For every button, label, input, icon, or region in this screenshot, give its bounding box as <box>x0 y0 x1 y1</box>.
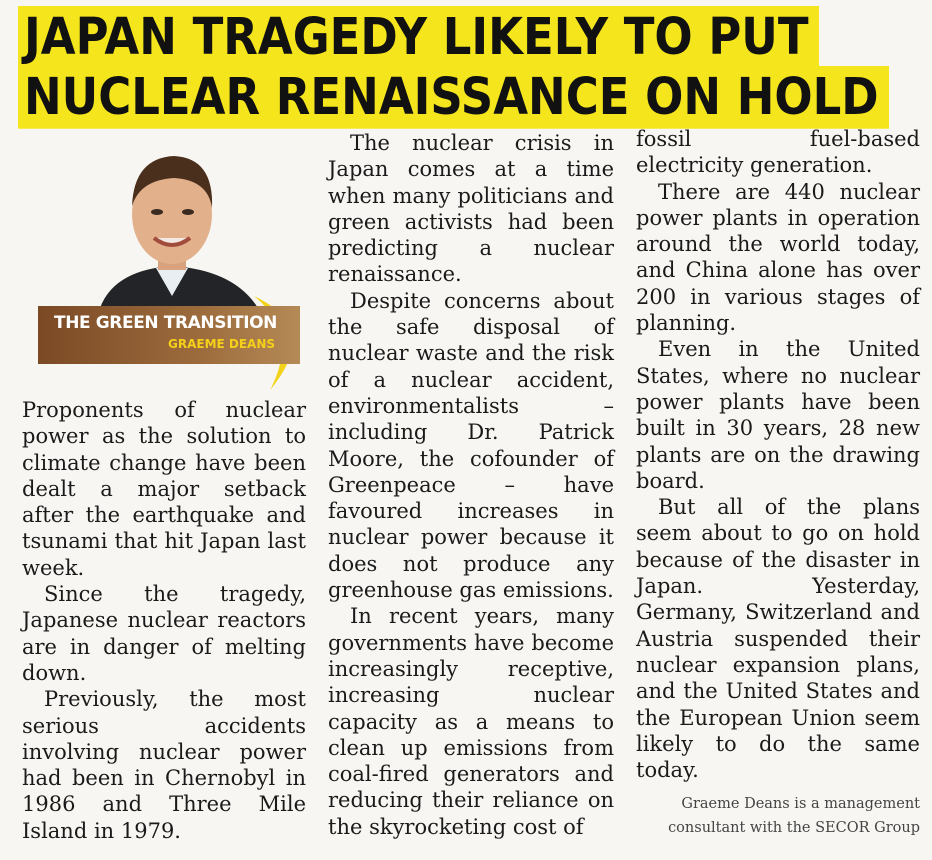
column-banner-title: THE GREEN TRANSITION <box>54 313 278 333</box>
right-eye-shape <box>182 209 194 215</box>
article-paragraph: The nuclear crisis in Japan comes at a time when many politicians and green activists had been predicting a nuclear renaissance. <box>328 131 614 287</box>
article-paragraph: Proponents of nuclear power as the solution to climate change have been dealt a major setback after the earthquake and tsunami that hit Japan last week. <box>22 398 306 580</box>
article-column-1 <box>22 397 306 844</box>
article-column-3 <box>636 126 920 783</box>
article-paragraph: Since the tragedy, Japanese nuclear reactors are in danger of melting down. <box>22 582 306 685</box>
left-eye-shape <box>151 209 163 215</box>
article-column-2 <box>328 130 614 840</box>
author-credit: Graeme Deans is a management consultant with the SECOR Group <box>668 796 920 836</box>
article-paragraph: Despite concerns about the safe disposal of nuclear waste and the risk of a nuclear accident, environmentalists – including Dr. Patrick Moore, the cofounder of Greenpeace – have favoured increases in nuclear power because it does not produce any greenhouse gas emissions. <box>328 288 614 603</box>
headline <box>18 6 918 126</box>
article-paragraph: fossil fuel-based electricity generation. <box>636 127 920 178</box>
article-paragraph: But all of the plans seem about to go on hold because of the disaster in Japan. Yesterday, Germany, Switzerland and Austria suspended their nuclear expansion plans, and the United States and the European Union seem likely to do the same today. <box>636 495 920 783</box>
headline-line-2: NUCLEAR RENAISSANCE ON HOLD <box>18 66 889 129</box>
article-paragraph: There are 440 nuclear power plants in operation around the world today, and China alone has over 200 in various stages of planning. <box>636 179 920 336</box>
column-banner-author: GRAEME DEANS <box>168 337 276 351</box>
article-paragraph: In recent years, many governments have become increasingly receptive, increasing nuclear capacity as a means to clean up emissions from coal-fired generators and reducing their reliance on the skyrocketing cost of <box>328 604 614 839</box>
columnist-photo-box <box>22 128 322 390</box>
article-paragraph: Even in the United States, where no nuclear power plants have been built in 30 years, 28 new plants are on the drawing board. <box>636 337 920 493</box>
headline-line-1: JAPAN TRAGEDY LIKELY TO PUT <box>18 6 819 69</box>
article-paragraph: Previously, the most serious accidents involving nuclear power had been in Chernobyl in 1986 and Three Mile Island in 1979. <box>22 687 306 843</box>
